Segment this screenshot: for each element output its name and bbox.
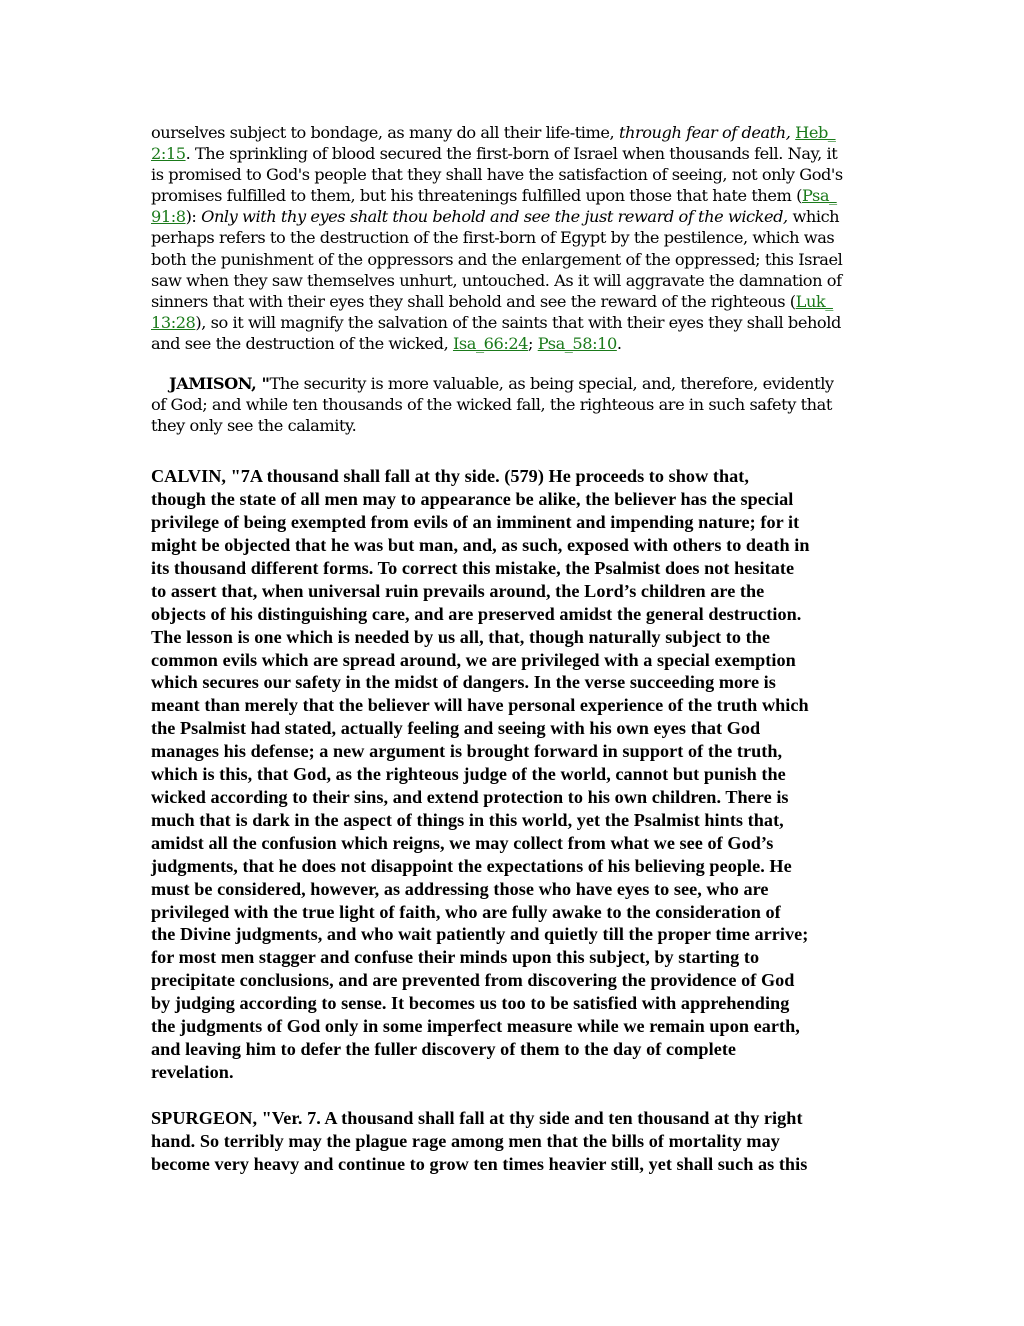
henry-line xyxy=(151,333,876,354)
henry-line xyxy=(151,143,876,164)
italic-quotation: through fear of death, xyxy=(618,123,791,142)
henry-line xyxy=(151,291,876,312)
calvin-line: the Divine judgments, and who wait patiently and quietly till the proper time arrive; xyxy=(151,924,809,945)
henry-line xyxy=(151,249,876,270)
spurgeon-line: become very heavy and continue to grow ten times heavier still, yet shall such as this xyxy=(151,1153,808,1174)
calvin-line: by judging according to sense. It becomes us too to be satisfied with apprehending xyxy=(151,993,790,1014)
calvin-line: The lesson is one which is needed by us all, that, though naturally subject to the xyxy=(151,626,771,647)
text-run: which xyxy=(787,207,840,227)
henry-line xyxy=(151,185,876,206)
calvin-line: must be considered, however, as addressing those who have eyes to see, who are xyxy=(151,878,769,899)
scripture-reference-link[interactable]: Luk_ xyxy=(795,291,833,311)
henry-line xyxy=(151,270,876,291)
text-run: perhaps refers to the destruction of the first-born of Egypt by the pestilence, which was xyxy=(151,228,835,248)
calvin-line: common evils which are spread around, we are privileged with a special exemption xyxy=(151,649,796,670)
calvin-line: the judgments of God only in some imperfect measure while we remain upon earth, xyxy=(151,1016,800,1037)
scripture-reference-link[interactable]: Isa_66:24 xyxy=(452,333,529,353)
text-run: promises fulfilled to them, but his threatenings fulfilled upon those that hate them ( xyxy=(151,186,802,206)
calvin-line: CALVIN, "7A thousand shall fall at thy side. (579) He proceeds to show that, xyxy=(151,466,749,487)
scripture-reference-link[interactable]: 2:15 xyxy=(151,144,186,164)
jamison-line: they only see the calamity. xyxy=(151,416,357,436)
calvin-line: judgments, that he does not disappoint the expectations of his believing people. He xyxy=(151,855,792,876)
calvin-line: might be objected that he was but man, and, as such, exposed with others to death in xyxy=(151,535,810,556)
text-run: . xyxy=(616,333,622,353)
calvin-line: revelation. xyxy=(151,1061,234,1082)
calvin-line: privilege of being exempted from evils of an imminent and impending nature; for it xyxy=(151,512,800,533)
jamison-label: JAMISON, " xyxy=(169,374,270,394)
henry-line xyxy=(151,227,876,248)
text-run: ): xyxy=(185,207,202,227)
text-run: ; xyxy=(528,333,538,353)
scripture-reference-link[interactable]: 91:8 xyxy=(151,207,186,227)
text-run: and see the destruction of the wicked, xyxy=(151,333,453,353)
henry-line xyxy=(151,312,876,333)
text-run: . The sprinkling of blood secured the first-born of Israel when thousands fell. Nay, it xyxy=(185,144,838,164)
calvin-line: its thousand different forms. To correct this mistake, the Psalmist does not hesitate xyxy=(151,557,795,578)
text-run: sinners that with their eyes they shall behold and see the reward of the righteous ( xyxy=(151,291,796,311)
scripture-reference-link[interactable]: Heb_ xyxy=(795,123,836,142)
calvin-line: which secures our safety in the midst of dangers. In the verse succeeding more is xyxy=(151,672,776,693)
spurgeon-paragraph xyxy=(151,1107,876,1176)
henry-paragraph xyxy=(151,122,876,354)
calvin-line: manages his defense; a new argument is brought forward in support of the truth, xyxy=(151,741,783,762)
calvin-line: for most men stagger and confuse their minds upon this subject, by starting to xyxy=(151,947,760,968)
scripture-reference-link[interactable]: Psa_ xyxy=(801,186,837,206)
calvin-line: to assert that, when universal ruin prevails around, the Lord’s children are the xyxy=(151,580,765,601)
calvin-line: much that is dark in the aspect of things in this world, yet the Psalmist hints that, xyxy=(151,809,784,830)
calvin-line: and leaving him to defer the fuller discovery of them to the day of complete xyxy=(151,1038,737,1059)
document-page xyxy=(151,122,876,1176)
text-run: ), so it will magnify the salvation of the saints that with their eyes they shall behold xyxy=(195,312,841,332)
text-run: saw when they saw themselves unhurt, untouched. As it will aggravate the damnation of xyxy=(151,270,842,290)
calvin-line: privileged with the true light of faith, who are fully awake to the consideration of xyxy=(151,901,781,922)
calvin-line: the Psalmist had stated, actually feeling and seeing with his own eyes that God xyxy=(151,718,761,739)
calvin-line: wicked according to their sins, and extend protection to his own children. There is xyxy=(151,787,789,807)
scripture-reference-link[interactable]: 13:28 xyxy=(151,312,196,332)
calvin-line: though the state of all men may to appearance be alike, the believer has the special xyxy=(151,489,794,510)
text-run: both the punishment of the oppressors and the enlargement of the oppressed; this Israel xyxy=(151,249,843,269)
spurgeon-line: hand. So terribly may the plague rage among men that the bills of mortality may xyxy=(151,1130,780,1151)
calvin-line: which is this, that God, as the righteous judge of the world, cannot but punish the xyxy=(151,764,786,785)
jamison-paragraph xyxy=(151,373,876,436)
calvin-paragraph xyxy=(151,465,876,1083)
italic-quotation: Only with thy eyes shalt thou behold and see the just reward of the wicked, xyxy=(201,207,788,227)
jamison-line: The security is more valuable, as being special, and, therefore, evidently xyxy=(269,374,834,394)
henry-line xyxy=(151,122,876,143)
calvin-line: amidst all the confusion which reigns, we may collect from what we see of God’s xyxy=(151,832,774,853)
henry-line xyxy=(151,164,876,185)
spurgeon-line: SPURGEON, "Ver. 7. A thousand shall fall at thy side and ten thousand at thy right xyxy=(151,1107,803,1128)
text-run: is promised to God's people that they shall have the satisfaction of seeing, not only God's xyxy=(151,165,843,185)
scripture-reference-link[interactable]: Psa_58:10 xyxy=(537,333,617,353)
jamison-line: of God; and while ten thousands of the wicked fall, the righteous are in such safety that xyxy=(151,395,832,415)
henry-line xyxy=(151,206,876,227)
calvin-line: precipitate conclusions, and are prevented from discovering the providence of God xyxy=(151,970,795,991)
calvin-line: objects of his distinguishing care, and are preserved amidst the general destruction. xyxy=(151,603,802,624)
calvin-line: meant than merely that the believer will have personal experience of the truth which xyxy=(151,695,809,716)
text-run: ourselves subject to bondage, as many do all their life-time, xyxy=(151,123,619,142)
